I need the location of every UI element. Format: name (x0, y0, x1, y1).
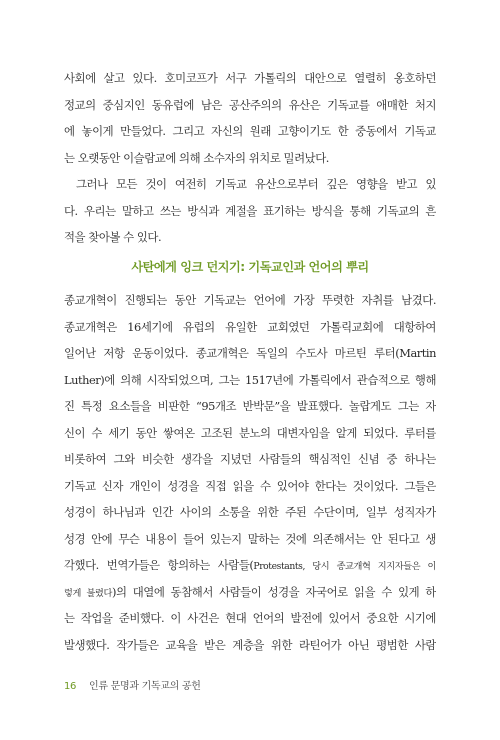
running-title: 인류 문명과 기독교의 공헌 (89, 681, 201, 692)
paragraph-line (64, 579, 436, 606)
paragraph-line: 종교개혁은 16세기에 유럽의 유일한 교회였던 가톨릭교회에 대항하여 (64, 319, 436, 334)
paragraph-line: 성경 안에 무슨 내용이 들어 있는지 말하는 것에 의존해서는 안 된다고 생 (64, 531, 436, 546)
paragraph-line: 정교의 중심지인 동유럽에 남은 공산주의의 유산은 기독교를 애매한 처지 (64, 97, 436, 112)
paragraph-line: 성경이 하나님과 인간 사이의 소통을 위한 주된 수단이며, 일부 성직자가 (64, 505, 436, 519)
line-text: 각했다. 번역가들은 항의하는 사람들( (64, 558, 254, 572)
paragraph-line: Luther)에 의해 시작되었으며, 그는 1517년에 가톨릭에서 관습적으로 행해 (64, 372, 436, 387)
paragraph-line: 그러나 모든 것이 여전히 기독교 유산으로부터 깊은 영향을 받고 있 (76, 177, 436, 191)
paragraph-line: 사회에 살고 있다. 호미코프가 서구 가톨릭의 대안으로 열렬히 옹호하던 (64, 71, 436, 85)
line-text: )의 대열에 동참해서 사람들이 성경을 자국어로 읽을 수 있게 하 (111, 584, 436, 599)
paragraph-line: 신이 수 세기 동안 쌓여온 고조된 분노의 대변자임을 알게 되었다. 루터를 (64, 425, 436, 440)
paragraph-line: 비롯하여 그와 비슷한 생각을 지녔던 사람들의 핵심적인 신념 중 하나는 (64, 452, 436, 466)
reformation-paragraph (64, 287, 436, 658)
parenthetical-note: Protestants, 당시 종교개혁 지지자들은 이 (253, 561, 436, 572)
paragraph-line: 기독교 신자 개인이 성경을 직접 읽을 수 있어야 한다는 것이었다. 그들은 (64, 478, 436, 493)
paragraph-line: 발생했다. 작가들은 교육을 받은 계층을 위한 라틴어가 아닌 평범한 사람 (64, 637, 436, 652)
page-footer (64, 677, 201, 692)
paragraph-line: 는 오랫동안 이슬람교에 의해 소수자의 위치로 밀려났다. (64, 150, 329, 165)
intro-paragraphs (64, 65, 436, 251)
paragraph-line: 다. 우리는 말하고 쓰는 방식과 계절을 표기하는 방식을 통해 기독교의 흔 (64, 203, 436, 218)
section-heading: 사탄에게 잉크 던지기: 기독교인과 언어의 뿌리 (131, 260, 369, 274)
paragraph-line: 는 작업을 준비했다. 이 사건은 현대 언어의 발전에 있어서 중요한 시기에 (64, 611, 436, 625)
paragraph-line: 일어난 저항 운동이었다. 종교개혁은 독일의 수도사 마르틴 루터(Martin (64, 346, 436, 360)
paragraph-line: 진 특정 요소들을 비판한 “95개조 반박문”을 발표했다. 놀랍게도 그는 자 (64, 399, 436, 413)
paragraph-line: 적을 찾아볼 수 있다. (64, 230, 162, 244)
paragraph-line: 종교개혁이 진행되는 동안 기독교는 언어에 가장 뚜렷한 자취를 남겼다. (64, 293, 436, 307)
parenthetical-note: 렇게 불렸다 (64, 587, 112, 599)
paragraph-line: 에 놓이게 만들었다. 그리고 자신의 원래 고향이기도 한 중동에서 기독교 (64, 124, 436, 138)
paragraph-line (64, 552, 436, 579)
page-number: 16 (64, 681, 77, 692)
